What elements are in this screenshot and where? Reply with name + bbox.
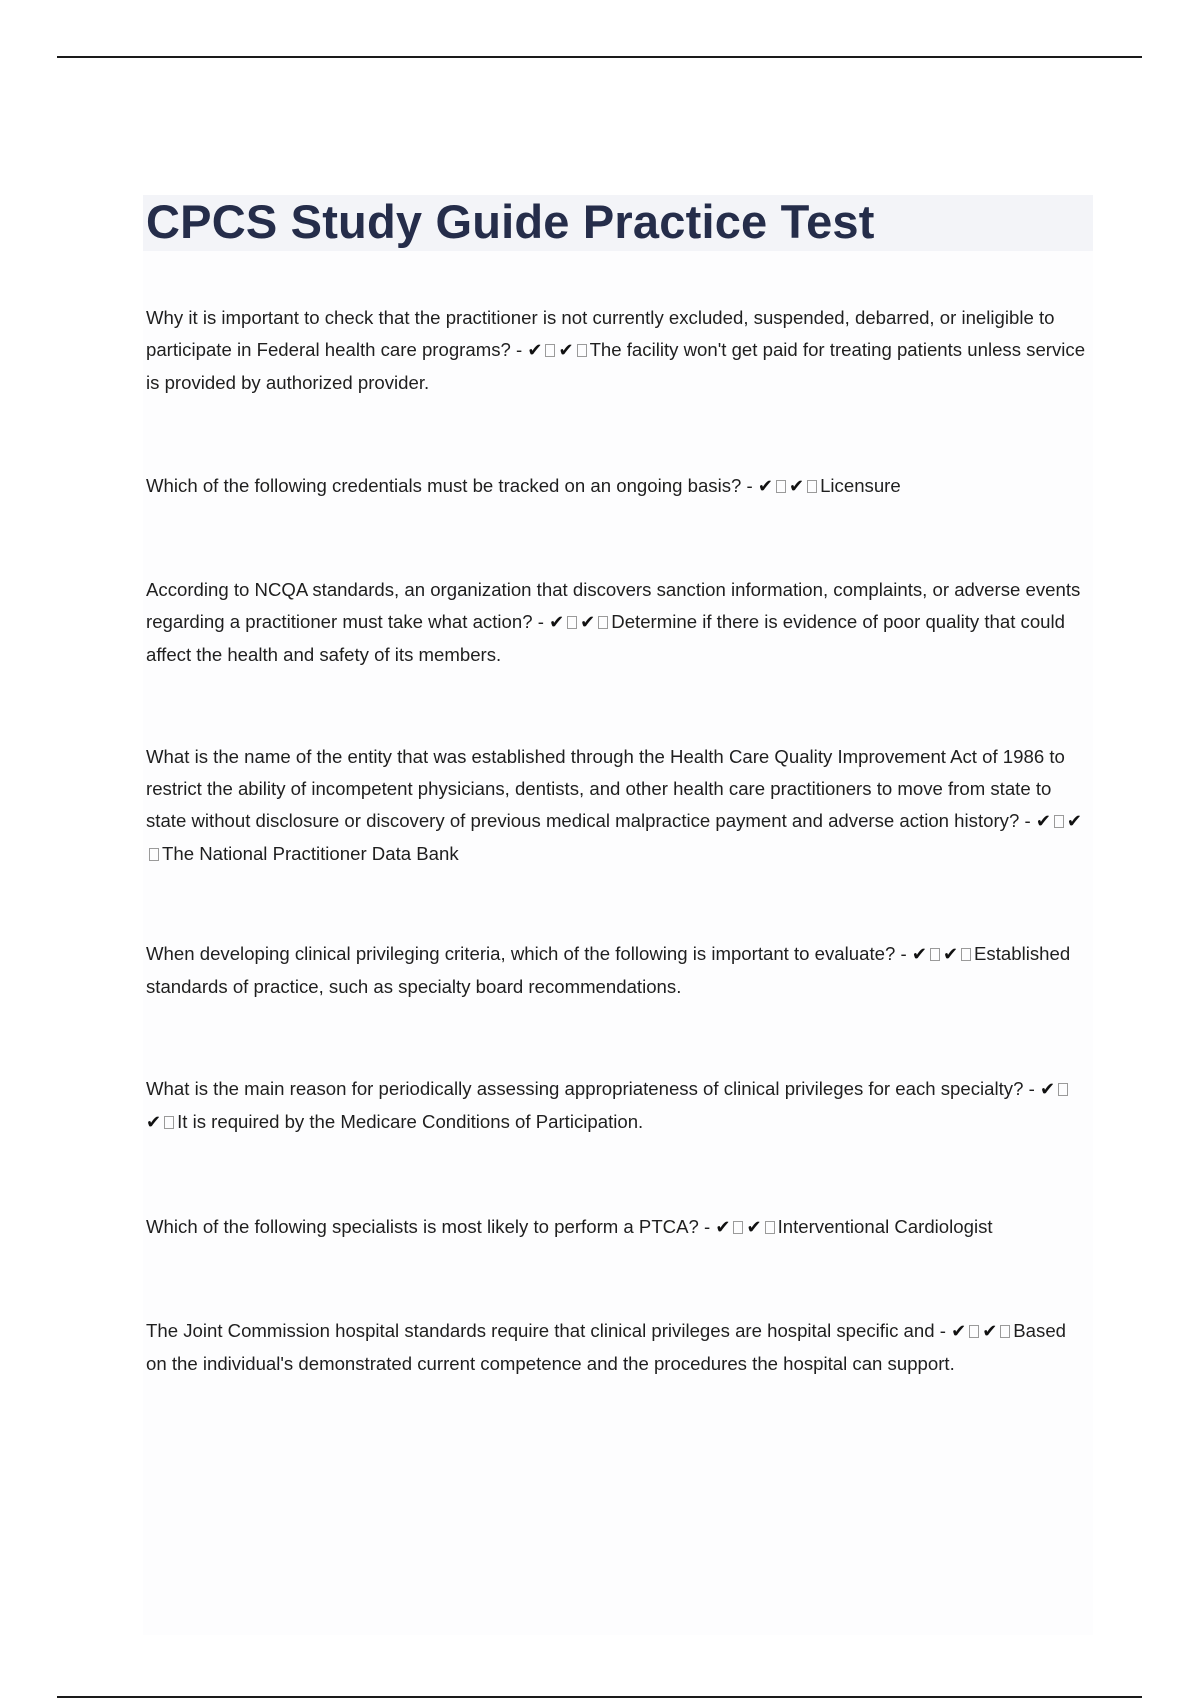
box-icon <box>567 616 577 629</box>
qa-item <box>146 574 1086 671</box>
qa-item <box>146 470 1086 503</box>
qa-item <box>146 1315 1086 1380</box>
check-icon: ✔ <box>146 1112 162 1133</box>
box-icon <box>1058 1083 1068 1096</box>
check-icon: ✔ <box>982 1321 998 1342</box>
question-text: When developing clinical privileging criteria, which of the following is important to evaluate? <box>146 943 896 964</box>
answer-separator: - <box>934 1320 952 1341</box>
check-icon: ✔ <box>757 476 773 497</box>
question-text: Which of the following credentials must be tracked on an ongoing basis? <box>146 475 742 496</box>
check-icon: ✔ <box>942 944 959 965</box>
question-text: According to NCQA standards, an organization that discovers sanction information, complaints, or adverse events regarding a practitioner must take what action? <box>146 579 1081 632</box>
box-icon <box>577 344 587 357</box>
question-text: What is the main reason for periodically assessing appropriateness of clinical privileges for each specialty? <box>146 1078 1024 1099</box>
check-icon: ✔ <box>580 612 596 633</box>
answer-text: It is required by the Medicare Conditions of Participation. <box>177 1111 644 1132</box>
check-icon: ✔ <box>558 340 574 361</box>
box-icon <box>164 1116 174 1129</box>
box-icon <box>545 344 555 357</box>
box-icon <box>776 480 786 493</box>
answer-separator: - <box>1019 810 1036 831</box>
box-icon <box>733 1221 743 1234</box>
check-icon: ✔ <box>1035 811 1051 832</box>
box-icon <box>969 1325 979 1338</box>
check-icon: ✔ <box>1039 1079 1056 1100</box>
qa-item <box>146 1073 1086 1139</box>
answer-separator: - <box>698 1216 716 1237</box>
answer-separator: - <box>532 611 550 632</box>
box-icon <box>765 1221 775 1234</box>
check-icon: ✔ <box>746 1217 762 1238</box>
answer-text: Based on the individual's demonstrated current competence and the procedures the hospital can support. <box>146 1320 1067 1374</box>
box-icon <box>961 948 971 961</box>
answer-text: Established standards of practice, such as specialty board recommendations. <box>146 943 1071 997</box>
answer-text: Interventional Cardiologist <box>777 1216 993 1237</box>
answer-separator: - <box>1023 1078 1040 1099</box>
answer-separator: - <box>510 339 528 360</box>
box-icon <box>807 480 817 493</box>
check-icon: ✔ <box>1066 811 1083 832</box>
check-icon: ✔ <box>911 944 927 965</box>
answer-separator: - <box>895 943 912 964</box>
box-icon <box>598 616 608 629</box>
box-icon <box>149 848 159 861</box>
answer-separator: - <box>741 475 758 496</box>
check-icon: ✔ <box>715 1217 731 1238</box>
box-icon <box>1000 1325 1010 1338</box>
check-icon: ✔ <box>788 476 805 497</box>
answer-text: Determine if there is evidence of poor quality that could affect the health and safety of its members. <box>146 611 1065 665</box>
qa-item <box>146 938 1086 1003</box>
box-icon <box>930 948 940 961</box>
question-text: The Joint Commission hospital standards require that clinical privileges are hospital specific and <box>146 1320 935 1341</box>
qa-item <box>146 741 1086 870</box>
page-title: CPCS Study Guide Practice Test <box>146 195 875 248</box>
answer-text: The National Practitioner Data Bank <box>162 843 459 864</box>
answer-text: Licensure <box>820 475 901 496</box>
content-panel <box>143 195 1093 1635</box>
question-text: Why it is important to check that the practitioner is not currently excluded, suspended, debarred, or ineligible to participate in Federal health care programs? <box>146 307 1055 360</box>
question-text: Which of the following specialists is most likely to perform a PTCA? <box>146 1216 699 1237</box>
check-icon: ✔ <box>527 340 543 361</box>
question-text: What is the name of the entity that was established through the Health Care Quality Improvement Act of 1986 to restrict the ability of incompetent physicians, dentists, and other health care practitioners to move from state to state without disclosure or discovery of previous medical malpractice payment and adverse action history? <box>146 746 1065 831</box>
box-icon <box>1054 815 1064 828</box>
bottom-rule <box>57 1696 1142 1698</box>
check-icon: ✔ <box>549 612 565 633</box>
qa-item <box>146 302 1086 399</box>
qa-item <box>146 1211 1086 1244</box>
top-rule <box>57 56 1142 58</box>
check-icon: ✔ <box>951 1321 967 1342</box>
answer-text: The facility won't get paid for treating patients unless service is provided by authorized provider. <box>146 339 1086 393</box>
